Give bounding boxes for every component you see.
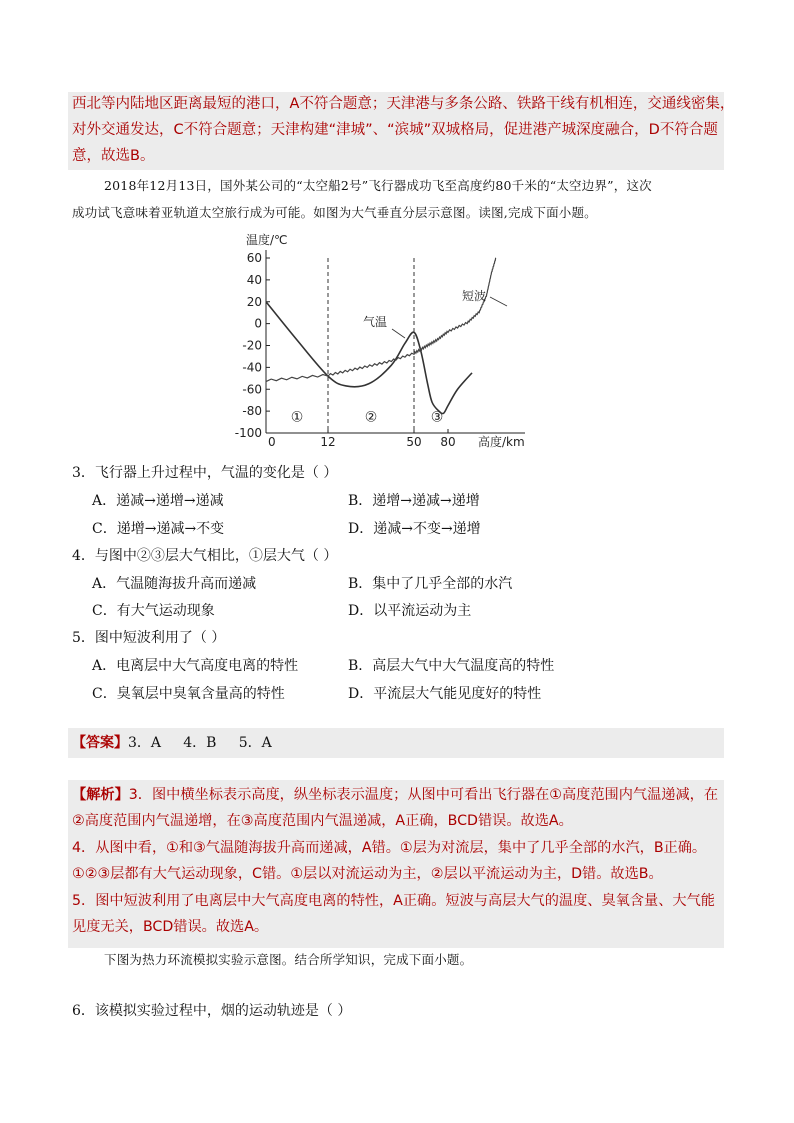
atmosphere-chart <box>220 228 540 450</box>
x-tick-label: 0 <box>268 435 276 449</box>
answer-tag: 【答案】 <box>72 735 128 751</box>
q3-option-a[interactable]: A．递减→递增→递减 <box>92 493 224 509</box>
q4-option-c[interactable]: C．有大气运动现象 <box>92 603 215 619</box>
y-tick-label: -20 <box>242 338 262 353</box>
analysis-tag: 【解析】 <box>72 787 129 803</box>
q5-option-c[interactable]: C．臭氧层中臭氧含量高的特性 <box>92 686 285 702</box>
layer-label: ③ <box>430 409 444 426</box>
prev-explanation-line1: 西北等内陆地区距离最短的港口，A不符合题意；天津港与多条公路、铁路干线有机相连，交通线密集， <box>72 96 735 112</box>
analysis-line5: 5．图中短波利用了电离层中大气高度电离的特性，A正确。短波与高层大气的温度、臭氧含量、大气能 <box>72 893 715 909</box>
answer-text: 3．A 4．B 5．A <box>128 735 272 751</box>
intro-line2: 成功试飞意味着亚轨道太空旅行成为可能。如图为大气垂直分层示意图。读图,完成下面小题。 <box>72 205 597 220</box>
shortwave-label: 短波 <box>462 289 487 303</box>
y-tick-label: 20 <box>246 294 262 309</box>
prev-explanation-line2: 对外交通发达，C不符合题意；天津构建“津城”、“滨城”双城格局，促进港产城深度融合，D不符合题 <box>72 122 718 138</box>
x-tick-label: 80 <box>440 435 456 449</box>
q6-stem: 6．该模拟实验过程中，烟的运动轨迹是（ ） <box>72 1003 352 1019</box>
q5-option-d[interactable]: D．平流层大气能见度好的特性 <box>348 686 542 702</box>
y-tick-label: -60 <box>242 382 262 397</box>
q3-option-c[interactable]: C．递增→递减→不变 <box>92 521 225 537</box>
next-intro: 下图为热力环流模拟实验示意图。结合所学知识，完成下面小题。 <box>104 952 473 967</box>
layer-label: ① <box>290 409 304 426</box>
y-tick-label: -100 <box>234 426 262 440</box>
q4-option-b[interactable]: B．集中了几乎全部的水汽 <box>348 576 513 592</box>
q3-option-d[interactable]: D．递减→不变→递增 <box>348 521 481 537</box>
intro-line1: 2018年12月13日，国外某公司的“太空船2号”飞行器成功飞至高度约80千米的“太空边界”，这次 <box>104 178 652 193</box>
x-tick-label: 50 <box>406 435 422 449</box>
analysis-line4: ①②③层都有大气运动现象，C错。①层以对流运动为主，②层以平流运动为主，D错。故选B。 <box>72 866 663 882</box>
q3-stem: 3．飞行器上升过程中，气温的变化是（ ） <box>72 465 338 481</box>
y-tick-label: 60 <box>246 251 262 265</box>
analysis-line2: ②高度范围内气温递增，在③高度范围内气温递减，A正确，BCD错误。故选A。 <box>72 813 573 829</box>
y-tick-label: -80 <box>242 404 262 419</box>
chart-xlabel: 高度/km <box>478 435 525 449</box>
analysis-line3: 4．从图中看，①和③气温随海拔升高而递减，A错。①层为对流层，集中了几乎全部的水汽，B正确。 <box>72 840 707 856</box>
analysis-text1: 3．图中横坐标表示高度，纵坐标表示温度；从图中可看出飞行器在①高度范围内气温递减，在 <box>128 787 719 803</box>
q4-stem: 4．与图中②③层大气相比，①层大气（ ） <box>72 548 338 564</box>
x-tick-label: 12 <box>320 435 336 449</box>
prev-explanation-line3: 意，故选B。 <box>72 148 155 164</box>
q5-option-b[interactable]: B．高层大气中大气温度高的特性 <box>348 658 555 674</box>
analysis-line1 <box>72 785 718 805</box>
q3-option-b[interactable]: B．递增→递减→递增 <box>348 493 480 509</box>
chart-ylabel: 温度/℃ <box>246 233 288 247</box>
q4-option-a[interactable]: A．气温随海拔升高而递减 <box>92 576 257 592</box>
y-tick-label: -40 <box>242 360 262 375</box>
temp-curve-label: 气温 <box>363 315 388 329</box>
layer-label: ② <box>364 409 378 426</box>
answer-line <box>72 733 272 753</box>
q5-option-a[interactable]: A．电离层中大气高度电离的特性 <box>92 658 299 674</box>
y-tick-label: 40 <box>246 272 262 287</box>
y-tick-label: 0 <box>254 316 262 331</box>
q4-option-d[interactable]: D．以平流运动为主 <box>348 603 472 619</box>
q5-stem: 5．图中短波利用了（ ） <box>72 630 226 646</box>
temp-leader <box>392 329 405 338</box>
shortwave-leader <box>490 297 507 306</box>
analysis-line6: 见度无关，BCD错误。故选A。 <box>72 919 269 935</box>
